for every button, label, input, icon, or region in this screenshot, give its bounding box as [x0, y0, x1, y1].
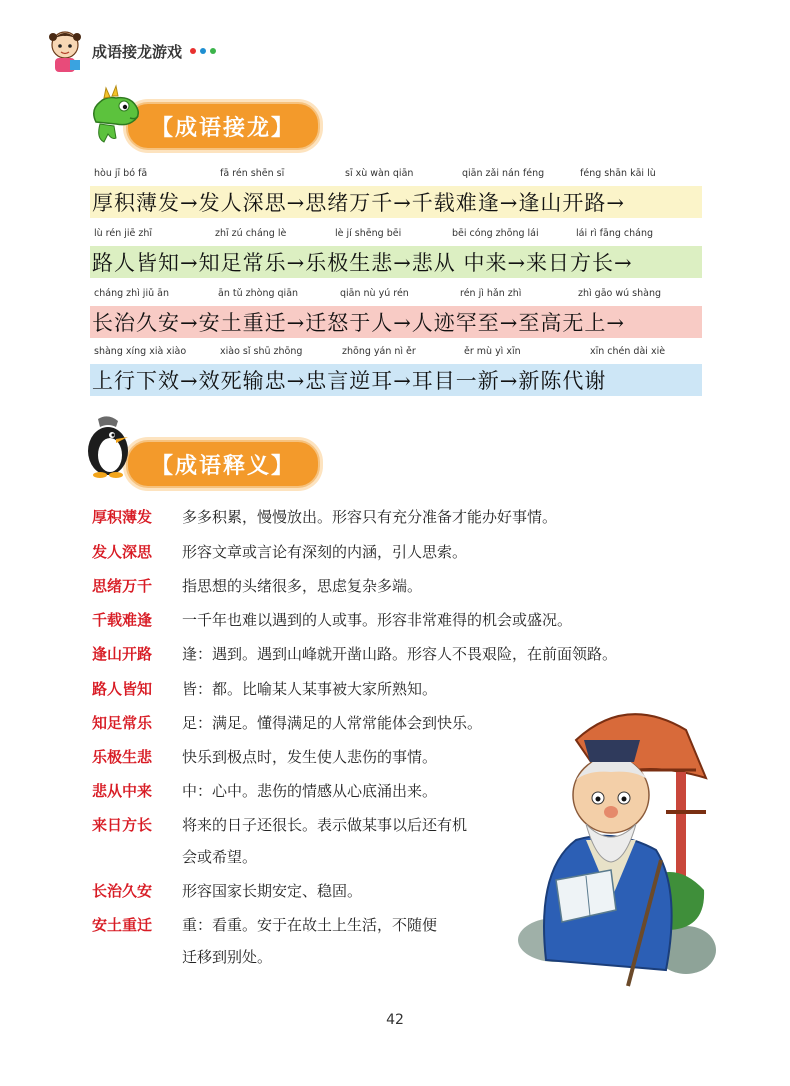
chain-row-2 [90, 228, 702, 278]
pinyin: rén jì hǎn zhì [460, 288, 522, 299]
pinyin: féng shān kāi lù [580, 168, 656, 179]
idiom-term: 路人皆知 [92, 680, 153, 698]
header-dots [190, 48, 216, 54]
page-header [44, 26, 216, 76]
meaning-section-banner [82, 434, 332, 490]
pinyin: zhī zú cháng lè [215, 228, 287, 239]
idiom-meaning: 快乐到极点时，发生使人悲伤的事情。 [182, 748, 438, 766]
pinyin: hòu jī bó fā [94, 168, 148, 179]
idiom-meaning: 足：满足。懂得满足的人常常能体会到快乐。 [182, 714, 483, 732]
idiom-meaning: 一千年也难以遇到的人或事。形容非常难得的机会或盛况。 [182, 611, 573, 629]
chain-row-4 [90, 346, 702, 396]
chain-row-3 [90, 288, 702, 338]
pinyin: sī xù wàn qiān [345, 168, 414, 179]
pinyin: qiān nù yú rén [340, 288, 409, 299]
idiom-meaning: 逢：遇到。遇到山峰就开凿山路。形容人不畏艰险，在前面领路。 [182, 645, 618, 663]
idiom-meaning-continued: 会或希望。 [182, 848, 258, 866]
idiom-meaning: 重：看重。安于在故土上生活，不随便 [182, 916, 438, 934]
chain-text: 长治久安→安土重迁→迁怒于人→人迹罕至→至高无上→ [92, 311, 625, 335]
idiom-meaning: 多多积累，慢慢放出。形容只有充分准备才能办好事情。 [182, 508, 558, 526]
dot-green [210, 48, 216, 54]
idiom-meaning: 形容文章或言论有深刻的内涵，引人思索。 [182, 543, 468, 561]
pinyin: qiān zǎi nán féng [462, 168, 545, 179]
page-header-title: 成语接龙游戏 [92, 42, 183, 61]
pinyin: shàng xíng xià xiào [94, 346, 187, 357]
pinyin-line [90, 168, 702, 184]
reading-scholar-illustration [516, 700, 716, 990]
pinyin: zhì gāo wú shàng [578, 288, 662, 299]
pinyin: xīn chén dài xiè [590, 346, 666, 357]
pinyin: zhōng yán nì ěr [342, 346, 416, 357]
page-number: 42 [386, 1012, 404, 1028]
idiom-meaning: 形容国家长期安定、稳固。 [182, 882, 363, 900]
meaning-section-title: 【成语释义】 [126, 440, 320, 488]
dot-red [190, 48, 196, 54]
pinyin: ān tǔ zhòng qiān [218, 288, 299, 299]
pinyin: fā rén shēn sī [220, 168, 285, 179]
idiom-term: 安土重迁 [92, 916, 153, 934]
child-mascot-icon [44, 27, 86, 75]
idiom-term: 知足常乐 [92, 714, 153, 732]
idiom-term: 长治久安 [92, 882, 153, 900]
pinyin-line [90, 228, 702, 244]
idiom-term: 来日方长 [92, 816, 153, 834]
chain-text: 厚积薄发→发人深思→思绪万千→千载难逢→逢山开路→ [92, 191, 625, 215]
dragon-icon [86, 82, 146, 146]
idiom-term: 逢山开路 [92, 645, 153, 663]
chain-text: 路人皆知→知足常乐→乐极生悲→悲从 中来→来日方长→ [92, 251, 633, 275]
idiom-term: 悲从中来 [92, 782, 153, 800]
idiom-meaning: 将来的日子还很长。表示做某事以后还有机 [182, 816, 468, 834]
idiom-term: 思绪万千 [92, 577, 153, 595]
idiom-meaning: 中：心中。悲伤的情感从心底涌出来。 [182, 782, 438, 800]
idiom-term: 乐极生悲 [92, 748, 153, 766]
pinyin: xiào sǐ shū zhōng [220, 346, 303, 357]
idiom-meaning: 指思想的头绪很多，思虑复杂多端。 [182, 577, 423, 595]
penguin-icon [82, 414, 138, 480]
pinyin-line [90, 288, 702, 304]
chain-section-title: 【成语接龙】 [126, 102, 320, 150]
pinyin: lái rì fāng cháng [576, 228, 654, 239]
pinyin: bēi cóng zhōng lái [452, 228, 539, 239]
idiom-term: 发人深思 [92, 543, 153, 561]
pinyin-line [90, 346, 702, 362]
pinyin: lè jí shēng bēi [335, 228, 402, 239]
idiom-term: 厚积薄发 [92, 508, 153, 526]
pinyin: ěr mù yì xīn [464, 346, 521, 357]
chain-section-banner [86, 96, 326, 152]
pinyin: lù rén jiē zhī [94, 228, 153, 239]
idiom-meaning: 皆：都。比喻某人某事被大家所熟知。 [182, 680, 438, 698]
chain-row-1 [90, 168, 702, 218]
idiom-meaning-continued: 迁移到别处。 [182, 948, 273, 966]
idiom-term: 千载难逢 [92, 611, 153, 629]
dot-blue [200, 48, 206, 54]
pinyin: cháng zhì jiǔ ān [94, 288, 169, 299]
chain-text: 上行下效→效死输忠→忠言逆耳→耳目一新→新陈代谢 [92, 369, 607, 393]
